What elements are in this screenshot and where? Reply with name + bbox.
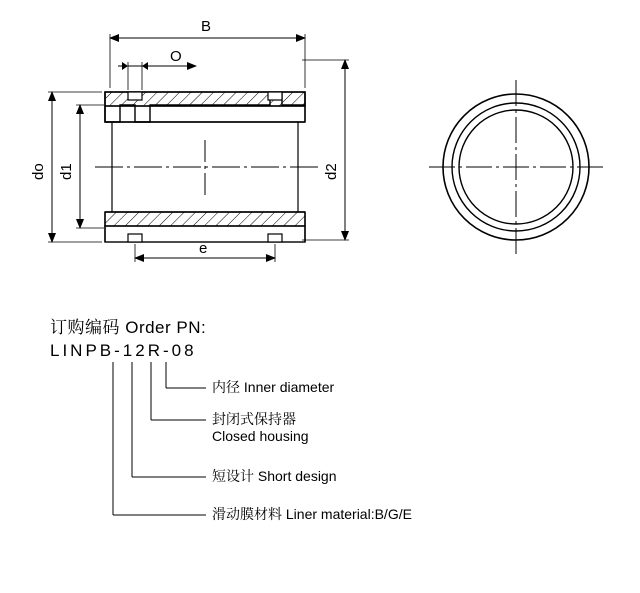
order-pn-title: 订购编码 Order PN: xyxy=(50,318,207,337)
bushing-bottom-wall-body xyxy=(105,212,305,242)
dimension-label-O: O xyxy=(170,48,182,65)
callout-inner-diameter: 内径 Inner diameter xyxy=(212,379,335,395)
dimension-d2 xyxy=(302,60,349,240)
dimension-label-do: do xyxy=(30,163,47,180)
callout-closed-housing-line1: 封闭式保持器 xyxy=(212,411,296,427)
callout-short-design: 短设计 Short design xyxy=(212,468,337,484)
pn-leader-lines xyxy=(113,362,206,515)
dimension-label-e: e xyxy=(199,240,208,257)
callout-liner-material: 滑动膜材料 Liner material:B/G/E xyxy=(212,506,412,522)
callout-closed-housing-line2: Closed housing xyxy=(212,428,309,444)
callout-closed-housing xyxy=(212,411,309,445)
dimension-do xyxy=(48,92,102,242)
end-view xyxy=(429,80,603,254)
dimension-label-d1: d1 xyxy=(58,163,75,180)
order-pn-code: LINPB-12R-08 xyxy=(50,341,197,360)
section-view xyxy=(48,34,349,262)
dimension-O xyxy=(118,62,196,90)
dimension-label-B: B xyxy=(201,18,212,35)
dimension-label-d2: d2 xyxy=(323,163,340,180)
dimension-B xyxy=(110,34,305,88)
